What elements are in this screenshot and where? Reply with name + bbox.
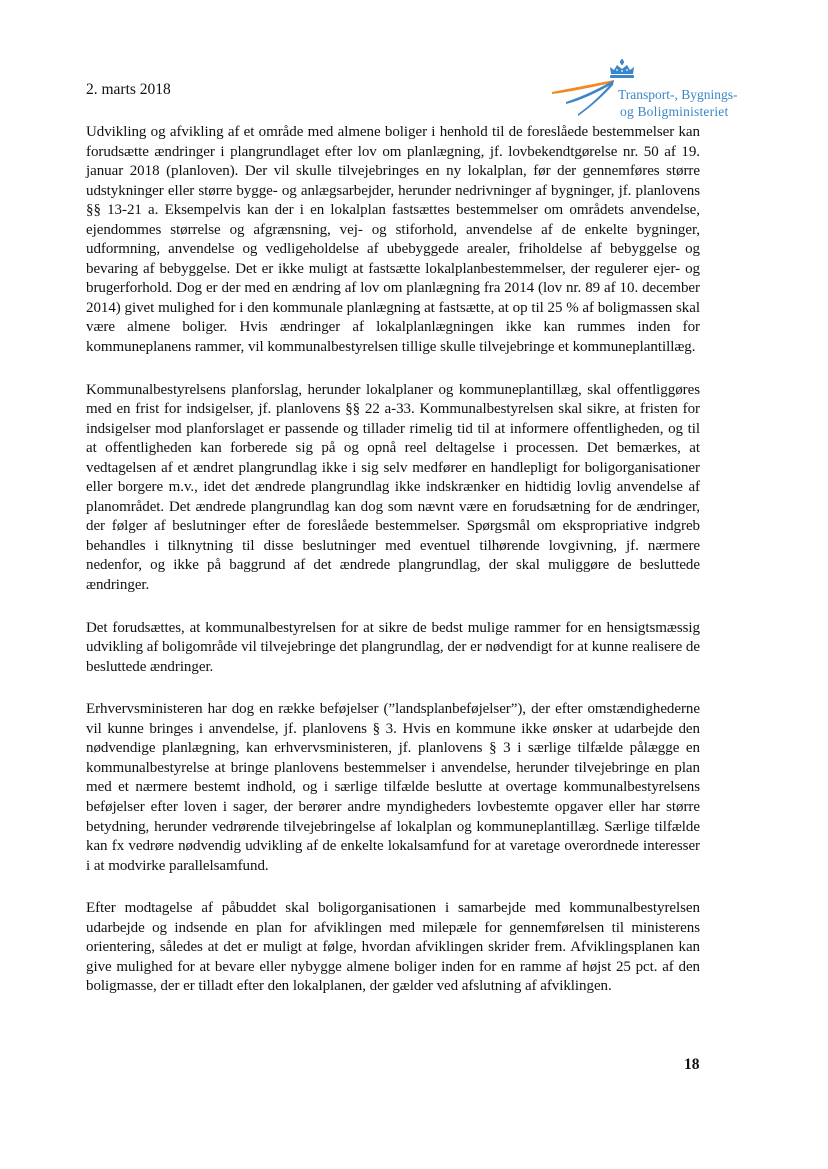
- paragraph: Kommunalbestyrelsens planforslag, herunder lokalplaner og kommuneplantillæg, skal offentliggøres med en frist for indsigelser, jf. planlovens §§ 22 a-33. Kommunalbestyrelsen skal sikre, at fristen for indsigelser mod planforslaget er passende og tillader rimelig tid til at informere offentligheden, og til at offentligheden kan forberede sig på og opnå reel deltagelse i processen. Det bemærkes, at vedtagelsen af et ændret plangrundlag ikke i sig selv medfører en handlepligt for boligorganisationer eller borgere m.v., idet det ændrede plangrundlag ikke indskrænker en hidtidig lovlig anvendelse af planområdet. Det ændrede plangrundlag kan dog som nævnt være en forudsætning for de ændringer, der følger af beslutninger efter de foreslåede bestemmelser. Spørgsmål om ekspropriative indgreb behandles i tilknytning til disse beslutninger med eventuel tilhørende lovgivning, jf. nærmere nedenfor, og ikke på baggrund af det ændrede plangrundlag, der skal muliggøre de besluttede ændringer.: [86, 381, 700, 594]
- logo-text-line1: Transport-, Bygnings-: [618, 87, 738, 102]
- paragraph: Erhvervsministeren har dog en række beføjelser (”landsplanbeføjelser”), der efter omstændighederne vil kunne bringes i anvendelse, jf. planlovens § 3. Hvis en kommune ikke ønsker at udarbejde den nødvendige planlægning, kan erhvervsministeren, jf. planlovens § 3 i særlige tilfælde pålægge en kommunalbestyrelse at bringe planlovens bestemmelser i anvendelse, herunder tilvejebringe en plan med et nærmere bestemt indhold, og i særlige tilfælde beslutte at overtage kommunalbestyrelsens beføjelser efter loven i sager, der berører andre myndigheders lovbestemte opgaver eller har større betydning, herunder vedrørende tilvejebringelse af lokalplan og kommuneplantillæg. Særlige tilfælde kan fx vedrøre nødvendig udvikling af de enkelte lokalsamfund for at varetage overordnede interesser i at modvirke parallelsamfund.: [86, 701, 700, 874]
- paragraph: Det forudsættes, at kommunalbestyrelsen for at sikre de bedst mulige rammer for en hensigtsmæssig udvikling af boligområde vil tilvejebringe det plangrundlag, der er nødvendigt for at kunne realisere de besluttede ændringer.: [86, 619, 700, 675]
- document-date: 2. marts 2018: [86, 81, 171, 98]
- logo-text-line2: og Boligministeriet: [620, 104, 729, 119]
- paragraph: Efter modtagelse af påbuddet skal boligorganisationen i samarbejde med kommunalbestyrelsen udarbejde og indsende en plan for afviklingen med milepæle for gennemførelsen til ministerens orientering, således at det er muligt at følge, hvordan afviklingen skrider frem. Afviklingsplanen kan give mulighed for at bevare eller nybygge almene boliger inden for en ramme af højst 25 pct. af den boligmasse, der er tilladt efter den lokalplanen, der gælder ved afslutning af afviklingen.: [86, 900, 700, 995]
- page-number: 18: [684, 1056, 700, 1073]
- paragraph: Udvikling og afvikling af et område med almene boliger i henhold til de foreslåede bestemmelser kan forudsætte ændringer i plangrundlaget efter lov om planlægning, jf. lovbekendtgørelse nr. 50 af 19. januar 2018 (planloven). Der vil skulle tilvejebringes en ny lokalplan, før der gennemføres større udstykninger eller større bygge- og anlægsarbejder, herunder nedrivninger af bygninger, jf. planlovens §§ 13-21 a. Eksempelvis kan der i en lokalplan fastsættes bestemmelser om områdets anvendelse, ejendommes størrelse og afgrænsning, vej- og stiforhold, anvendelse af de enkelte bygninger, udformning, anvendelse og vedligeholdelse af ubebyggede arealer, friholdelse af bebyggelse og bevaring af bebyggelse. Det er ikke muligt at fastsætte lokalplanbestemmelser, der regulerer ejer- og brugerforhold. Dog er der med en ændring af lov om planlægning fra 2014 (lov nr. 89 af 10. december 2014) givet mulighed for i den kommunale planlægning at fastsætte, at op til 25 % af boligmassen skal være almene boliger. Hvis ændringer af lokalplanlægningen ikke kan rummes inden for kommuneplanens rammer, vil kommunalbestyrelsen tillige skulle tilvejebringe et kommuneplantillæg.: [86, 124, 700, 356]
- document-body: [86, 123, 700, 1020]
